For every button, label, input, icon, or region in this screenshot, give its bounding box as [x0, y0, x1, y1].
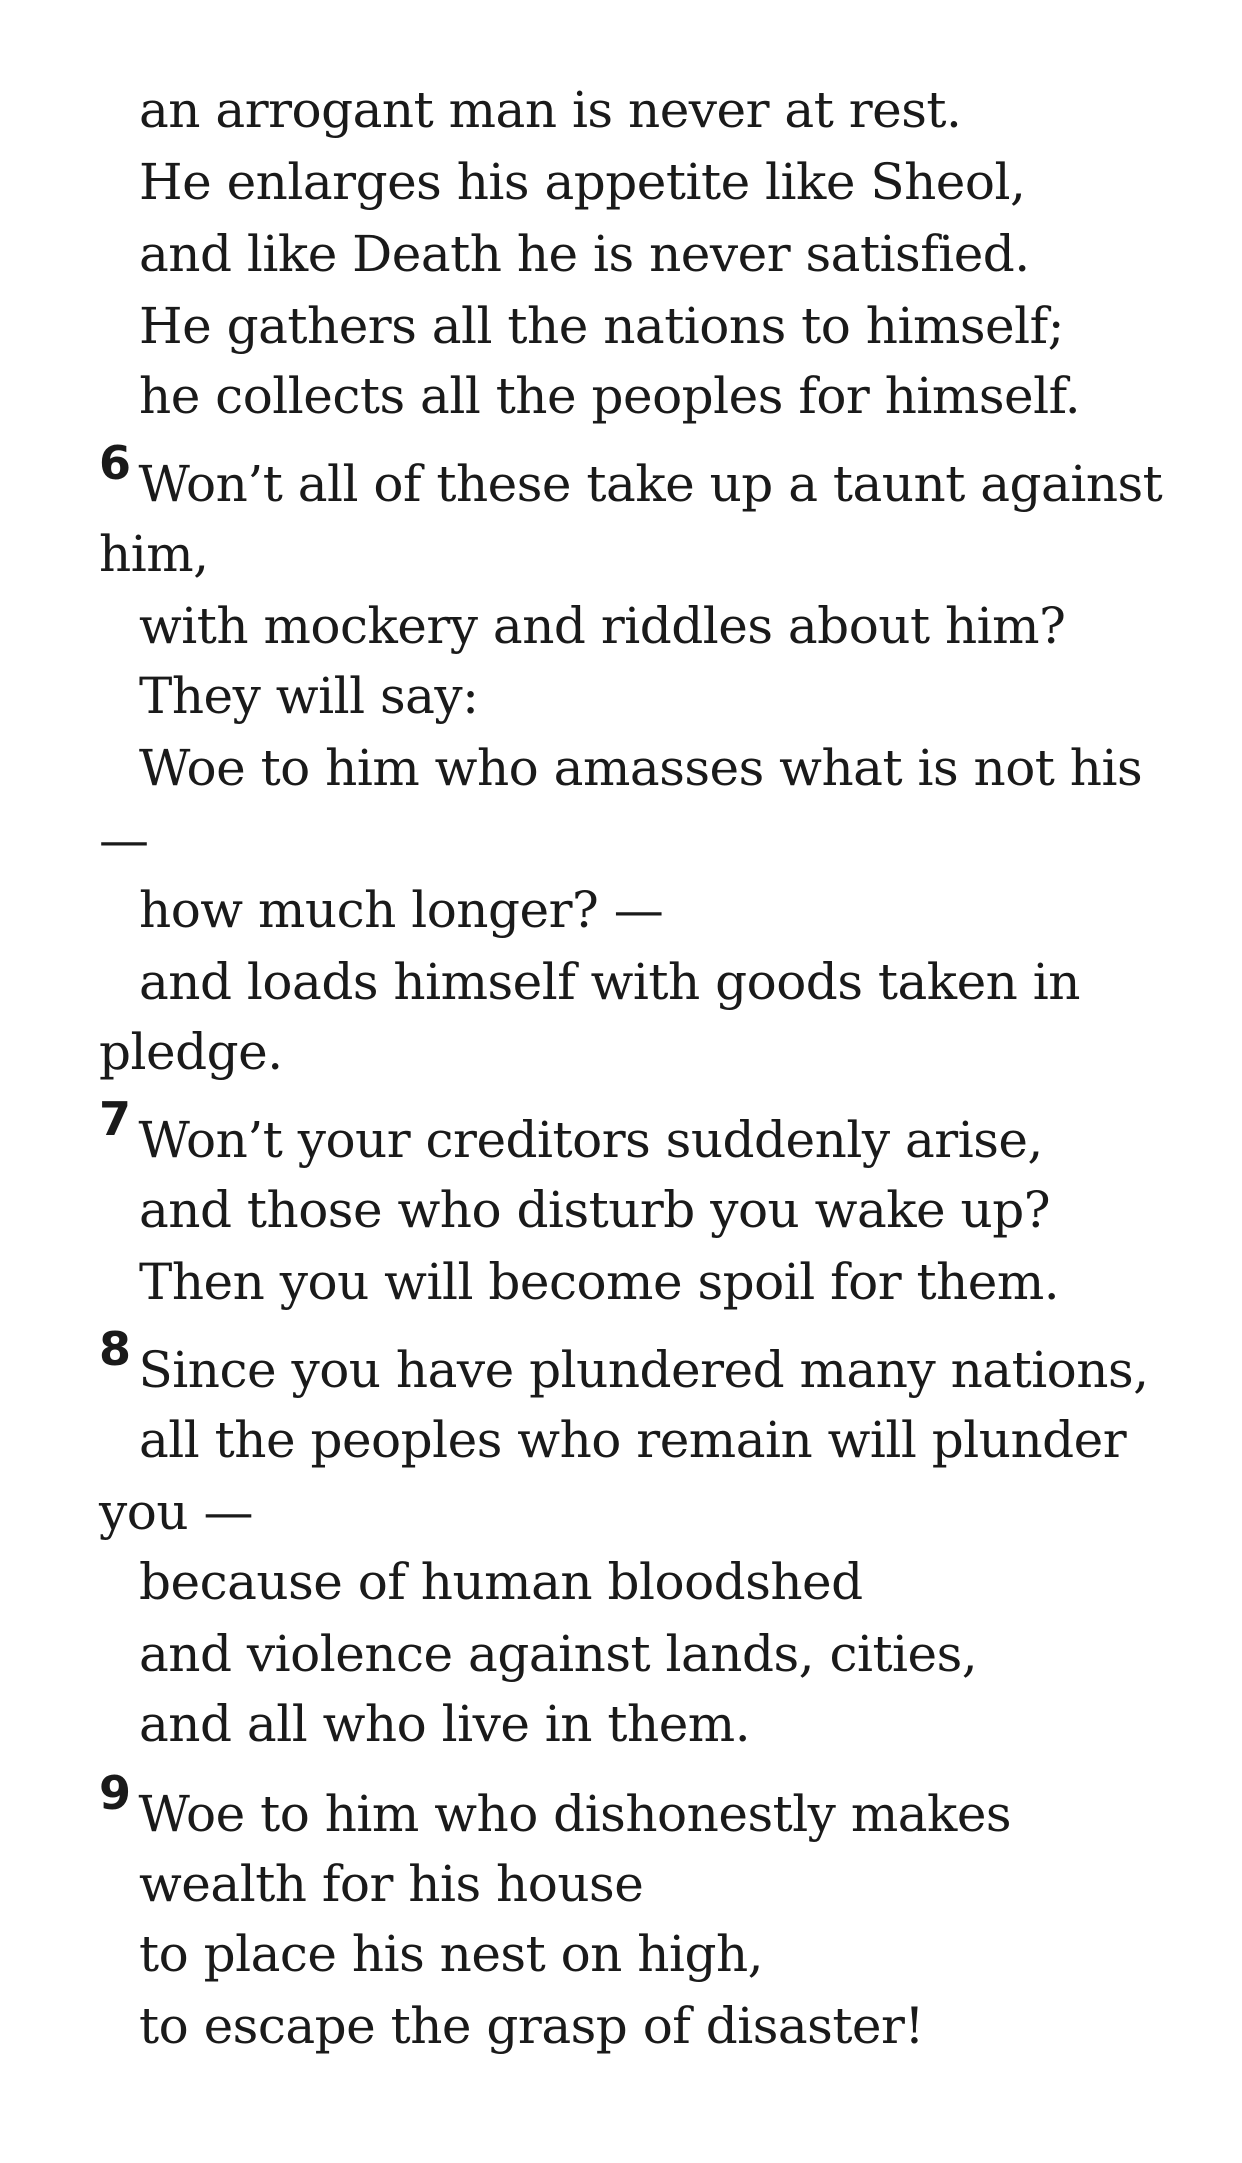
verse-text: Woe to him who dishonestly makes [138, 1785, 1012, 1843]
poetry-line-wrap: you — [99, 1483, 253, 1541]
poetry-line: to escape the grasp of disaster! [139, 1997, 925, 2055]
poetry-line: with mockery and riddles about him? [139, 597, 1066, 655]
verse-text: Won’t all of these take up a taunt against [138, 455, 1163, 513]
poetry-line: and loads himself with goods taken in [139, 953, 1080, 1011]
poetry-line: He gathers all the nations to himself; [139, 297, 1064, 355]
verse-number: 9 [99, 1766, 131, 1820]
verse-9-line [99, 1766, 1012, 1845]
poetry-line-wrap: — [99, 811, 149, 869]
verse-text: Won’t your creditors suddenly arise, [138, 1111, 1043, 1169]
poetry-line: Then you will become spoil for them. [139, 1253, 1060, 1311]
verse-7-line [99, 1092, 1043, 1171]
verse-8-line [99, 1322, 1149, 1401]
poetry-line: how much longer? — [139, 881, 664, 939]
poetry-line: He enlarges his appetite like Sheol, [139, 153, 1026, 211]
poetry-line: Woe to him who amasses what is not his [139, 739, 1143, 797]
verse-number: 8 [99, 1322, 131, 1376]
poetry-line: an arrogant man is never at rest. [139, 81, 962, 139]
poetry-line: because of human bloodshed [139, 1553, 863, 1611]
poetry-line-wrap: him, [99, 525, 209, 583]
verse-6-line [99, 436, 1163, 515]
poetry-line: and those who disturb you wake up? [139, 1181, 1051, 1239]
poetry-line: to place his nest on high, [139, 1925, 764, 1983]
poetry-line: and all who live in them. [139, 1695, 751, 1753]
verse-text: Since you have plundered many nations, [138, 1341, 1149, 1399]
poetry-line-wrap: pledge. [99, 1023, 283, 1081]
poetry-line: he collects all the peoples for himself. [139, 367, 1081, 425]
poetry-line: and like Death he is never satisfied. [139, 225, 1030, 283]
poetry-line: all the peoples who remain will plunder [139, 1411, 1127, 1469]
verse-number: 7 [99, 1092, 131, 1146]
poetry-line: wealth for his house [139, 1855, 644, 1913]
poetry-line: They will say: [139, 667, 479, 725]
verse-number: 6 [99, 436, 131, 490]
poetry-line: and violence against lands, cities, [139, 1625, 978, 1683]
